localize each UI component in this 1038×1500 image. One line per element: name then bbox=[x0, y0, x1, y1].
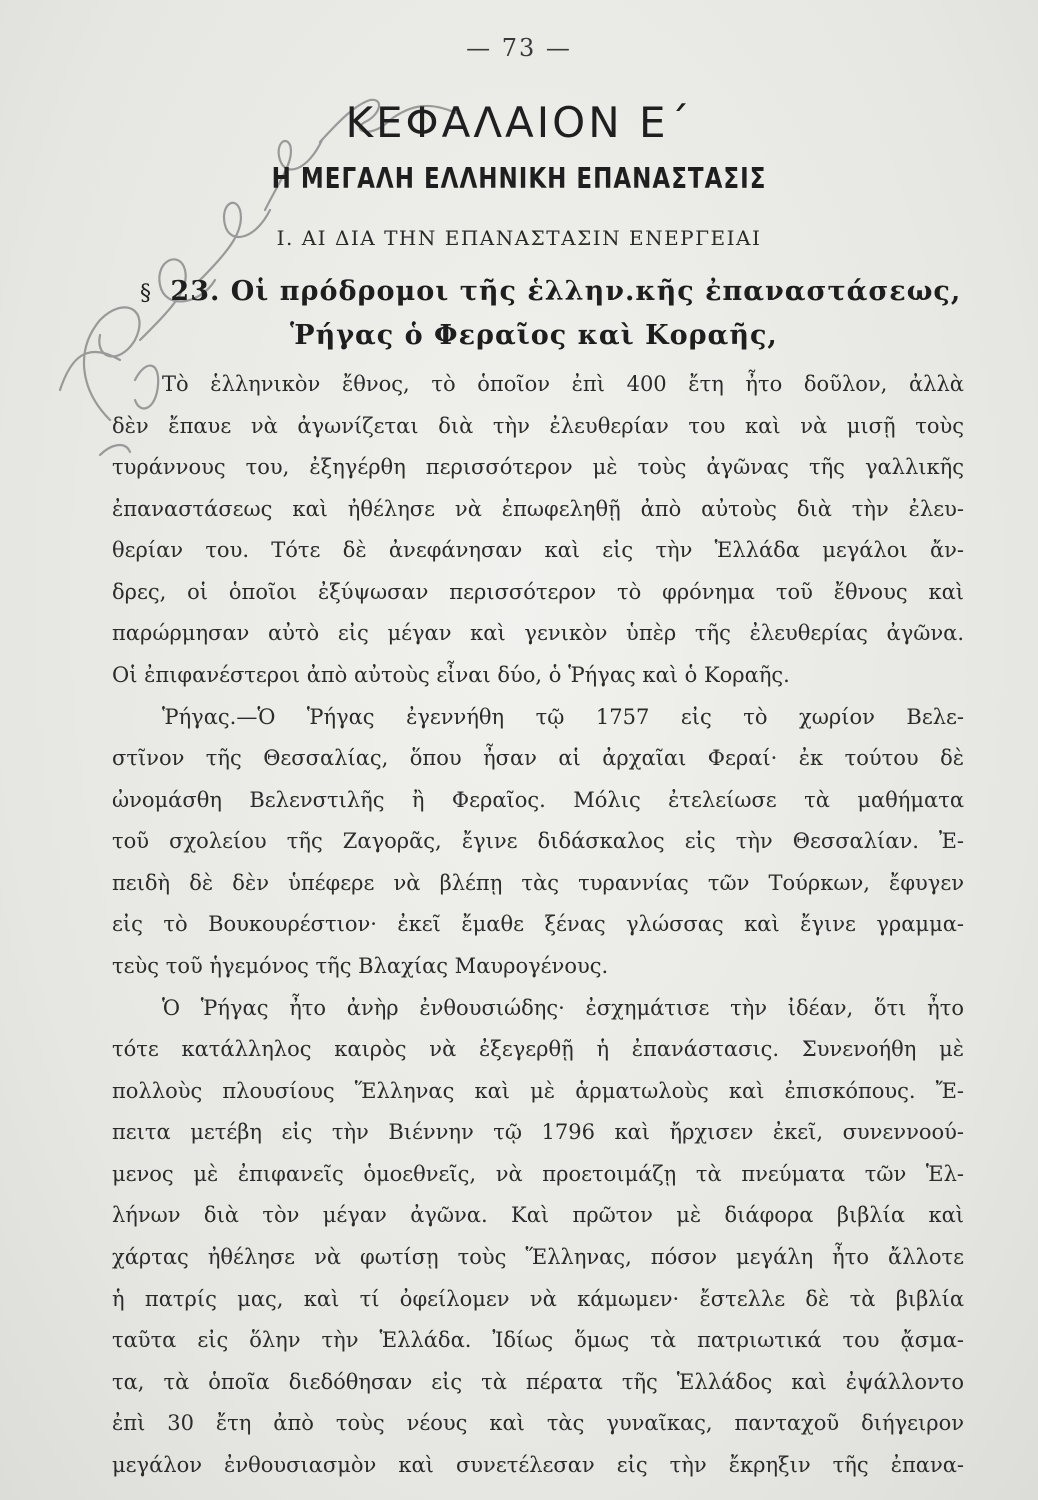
body-line: τοῦ σχολείου τῆς Ζαγορᾶς, ἔγινε διδάσκαλος εἰς τὴν Θεσσαλίαν. Ἐ- bbox=[112, 829, 964, 853]
section-sign: § bbox=[140, 281, 152, 306]
body-line: τεὺς τοῦ ἡγεμόνος τῆς Βλαχίας Μαυρογένους. bbox=[112, 954, 609, 978]
body-line: παρώρμησαν αὐτὸ εἰς μέγαν καὶ γενικὸν ὑπὲρ τῆς ἐλευθερίας ἀγῶνα. bbox=[112, 621, 964, 645]
body-line: Οἱ ἐπιφανέστεροι ἀπὸ αὐτοὺς εἶναι δύο, ὁ Ῥήγας καὶ ὁ Κοραῆς. bbox=[112, 663, 790, 687]
body-line: τότε κατάλληλος καιρὸς νὰ ἐξεγερθῇ ἡ ἐπανάστασις. Συνενοήθη μὲ bbox=[112, 1037, 964, 1061]
paragraph-heading-line2: Ῥήγας ὁ Φεραῖος καὶ Κοραῆς, bbox=[290, 320, 778, 351]
body-line: πειτα μετέβη εἰς τὴν Βιέννην τῷ 1796 καὶ ἤρχισεν ἐκεῖ, συνεννοού- bbox=[112, 1120, 964, 1144]
body-line: Ῥήγας.—Ὁ Ῥήγας ἐγεννήθη τῷ 1757 εἰς τὸ χωρίον Βελε- bbox=[162, 705, 964, 729]
body-line: τα, τὰ ὁποῖα διεδόθησαν εἰς τὰ πέρατα τῆς Ἑλλάδος καὶ ἐψάλλοντο bbox=[112, 1370, 964, 1394]
body-line: Τὸ ἑλληνικὸν ἔθνος, τὸ ὁποῖον ἐπὶ 400 ἔτη ἦτο δοῦλον, ἀλλὰ bbox=[162, 372, 964, 396]
body-line: ταῦτα εἰς ὅλην τὴν Ἑλλάδα. Ἰδίως ὅμως τὰ πατριωτικά του ᾄσμα- bbox=[112, 1328, 964, 1352]
body-line: ἐπὶ 30 ἔτη ἀπὸ τοὺς νέους καὶ τὰς γυναῖκας, πανταχοῦ διήγειρον bbox=[112, 1411, 964, 1435]
body-line: Ὁ Ῥήγας ἦτο ἀνὴρ ἐνθουσιώδης· ἐσχημάτισε τὴν ἰδέαν, ὅτι ἦτο bbox=[162, 996, 964, 1020]
body-line: δὲν ἔπαυε νὰ ἀγωνίζεται διὰ τὴν ἐλευθερίαν του καὶ νὰ μισῇ τοὺς bbox=[112, 414, 964, 438]
body-line: τυράννους του, ἐξηγέρθη περισσότερον μὲ τοὺς ἀγῶνας τῆς γαλλικῆς bbox=[112, 455, 964, 479]
body-line: εἰς τὸ Βουκουρέστιον· ἐκεῖ ἔμαθε ξένας γλώσσας καὶ ἔγινε γραμμα- bbox=[112, 912, 964, 936]
section-title: Ι. ΑΙ ΔΙΑ ΤΗΝ ΕΠΑΝΑΣΤΑΣΙΝ ΕΝΕΡΓΕΙΑΙ bbox=[276, 226, 762, 250]
paragraph-heading-line1 bbox=[140, 276, 980, 307]
body-line: χάρτας ἠθέλησε νὰ φωτίσῃ τοὺς Ἕλληνας, πόσον μεγάλη ἦτο ἄλλοτε bbox=[112, 1245, 964, 1269]
chapter-title: ΚΕΦΑΛΑΙΟΝ Ε΄ bbox=[345, 98, 693, 147]
chapter-subtitle: Η ΜΕΓΑΛΗ ΕΛΛΗΝΙΚΗ ΕΠΑΝΑΣΤΑΣΙΣ bbox=[271, 162, 767, 196]
page-number: — 73 — bbox=[466, 34, 572, 62]
body-line: πειδὴ δὲ δὲν ὑπέφερε νὰ βλέπῃ τὰς τυραννίας τῶν Τούρκων, ἔφυγεν bbox=[112, 871, 964, 895]
body-line: λήνων διὰ τὸν μέγαν ἀγῶνα. Καὶ πρῶτον μὲ διάφορα βιβλία καὶ bbox=[112, 1203, 964, 1227]
body-line: θερίαν του. Τότε δὲ ἀνεφάνησαν καὶ εἰς τὴν Ἑλλάδα μεγάλοι ἄν- bbox=[112, 538, 964, 562]
body-line: μενος μὲ ἐπιφανεῖς ὁμοεθνεῖς, νὰ προετοιμάζῃ τὰ πνεύματα τῶν Ἑλ- bbox=[112, 1162, 964, 1186]
body-line: στῖνον τῆς Θεσσαλίας, ὅπου ἦσαν αἱ ἀρχαῖαι Φεραί· ἐκ τούτου δὲ bbox=[112, 746, 964, 770]
body-line: δρες, οἱ ὁποῖοι ἐξύψωσαν περισσότερον τὸ φρόνημα τοῦ ἔθνους καὶ bbox=[112, 580, 964, 604]
body-line: ἐπαναστάσεως καὶ ἠθέλησε νὰ ἐπωφεληθῇ ἀπὸ αὐτοὺς διὰ τὴν ἐλευ- bbox=[112, 497, 964, 521]
body-line: πολλοὺς πλουσίους Ἕλληνας καὶ μὲ ἁρματωλοὺς καὶ ἐπισκόπους. Ἔ- bbox=[112, 1079, 964, 1103]
body-line: μεγάλον ἐνθουσιασμὸν καὶ συνετέλεσαν εἰς τὴν ἔκρηξιν τῆς ἐπανα- bbox=[112, 1453, 964, 1477]
body-line: ὠνομάσθη Βελενστιλῆς ἢ Φεραῖος. Μόλις ἐτελείωσε τὰ μαθήματα bbox=[112, 788, 964, 812]
body-line: ἡ πατρίς μας, καὶ τί ὀφείλομεν νὰ κάμωμεν· ἔστελλε δὲ τὰ βιβλία bbox=[112, 1287, 964, 1311]
heading-text-1: 23. Οἱ πρόδρομοι τῆς ἑλλην.κῆς ἐπαναστάσεως, bbox=[170, 276, 962, 307]
